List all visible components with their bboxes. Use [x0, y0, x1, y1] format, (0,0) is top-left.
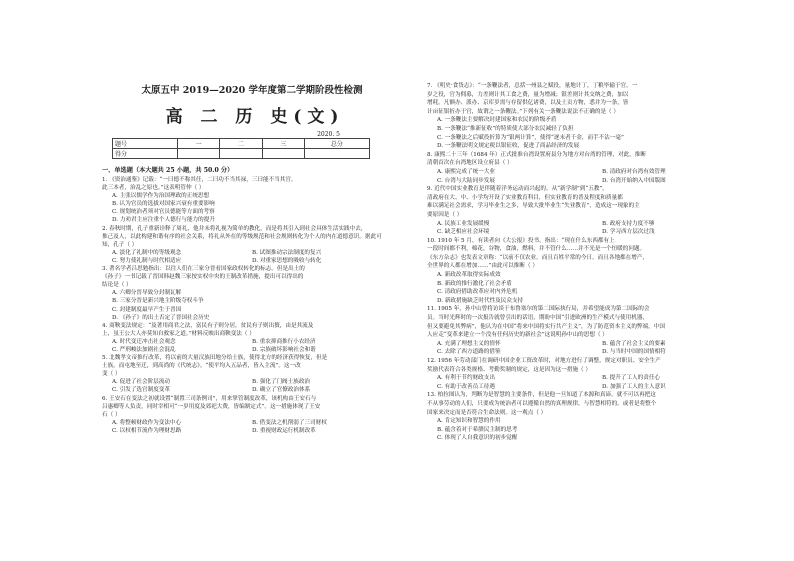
question-stem: 9. 近代中国实业教育是伴随着洋务运动而兴起的。从“新学制”到“五教”， — [427, 186, 608, 193]
answer-option[interactable]: A. 康熙完成了统一大业 — [437, 168, 495, 175]
answer-option[interactable]: C. 封建制度最早产生于晋国 — [112, 306, 182, 313]
option-row — [427, 168, 767, 177]
question-stem: 10. 1910 年 5 月，有读者向《大公报》投书，指出：“现在什么东西都有上 — [427, 237, 615, 244]
answer-option[interactable]: A. 六卿分晋导致分封制瓦解 — [112, 290, 182, 297]
question-stem: 7. 《明史·食货志》：“一条鞭法者，总括一州县之赋役，量地计丁，丁粮毕输于官，一 — [427, 83, 638, 89]
answer-option[interactable]: C. 台湾与大陆同步发展 — [437, 177, 495, 184]
answer-option[interactable]: B. 重农抑商推行小农经济 — [252, 338, 316, 345]
answer-option[interactable]: B. 提升了工人的责任心 — [602, 375, 661, 382]
question-item — [427, 391, 767, 443]
answer-option[interactable]: A. 有利于节约财政支出 — [437, 375, 495, 382]
score-input-cell[interactable] — [178, 149, 220, 159]
option-row — [102, 257, 392, 265]
question-stem: 12. 1956 年劳动部门在调研中国企业工资改革时，对地方进行了调整，规定对职员、安全生产 — [427, 358, 661, 364]
answer-option[interactable]: D. 宗族破坏影响社会和谐 — [252, 346, 316, 353]
answer-option[interactable]: B. 强化了门阀士族政治 — [252, 379, 311, 386]
question-stem: 要原因是（ ） — [427, 211, 463, 218]
answer-option[interactable]: B. 政府支持力度不够 — [602, 220, 655, 227]
question-item — [102, 265, 392, 322]
score-cell: 一 — [178, 139, 220, 149]
question-item — [427, 357, 767, 391]
question-stem: 1. 《资治通鉴》记载：“一曰德不称其任，二曰功不当其禄，三曰能不当其官。 — [102, 177, 297, 183]
answer-option[interactable]: D. 《孙子》的出土否定了晋国社会历史 — [112, 314, 210, 321]
question-stem: 全世界的人都在增加……”由此可以推断（ ） — [427, 263, 538, 270]
answer-option[interactable]: A. 将整顿财政作为变法中心 — [112, 419, 182, 426]
question-item — [427, 185, 767, 237]
score-cell: 题号 — [113, 139, 178, 149]
answer-option[interactable]: A. 淡化了礼制中的等级观念 — [112, 249, 182, 256]
score-cell: 总分 — [304, 139, 369, 149]
option-row — [102, 378, 392, 386]
answer-option[interactable]: A. 充满了理想主义的情怀 — [437, 340, 501, 347]
question-stem: 3. 著名学者吕思勉指出：以往人们在三家分晋看国家政权转化的标志。但是出土的 — [102, 266, 305, 273]
answer-option[interactable]: B. 新政的推行激化了社会矛盾 — [437, 280, 512, 287]
answer-option[interactable]: A. 促进了社会阶层流动 — [112, 379, 170, 386]
question-stem: 2. 春秋时期，孔子重新诠释了周礼，他并未将礼视为简单的教化，而是将其引入到社会具体生活实践中去， — [102, 225, 367, 232]
question-stem: 难以满足社会需求，学习毕业生之多，导致大批毕业生“失业教育”，造成这一现象的主 — [427, 203, 640, 210]
option-row — [102, 346, 392, 354]
question-stem: 但又要避免其弊病”，他认为在中国“将来中国将实行共产主义”，为了防范资本主义的弊端，中国 — [427, 323, 665, 330]
score-input-cell[interactable] — [262, 149, 304, 159]
question-stem: 不从事劳动的人们，只要成为统治者可以遵循自然的真理规律，与智慧相符的。或者是将整个 — [427, 400, 657, 407]
question-stem: 人应走“变革来建立一个没有任何历史的新社会”这说明孙中山的思想（ ） — [427, 332, 608, 339]
answer-option[interactable]: C. 规划统治者须对官员德能等方面的考察 — [112, 209, 215, 216]
option-row — [427, 383, 767, 392]
option-row — [427, 228, 767, 237]
answer-option[interactable]: A. 肯定知识和智慧的作用 — [437, 418, 501, 425]
question-stem: 4. 商鞅变法规定：“及著用商君之法，富民有子则分居，贫民有子则出赘，由是其流及 — [102, 322, 314, 329]
answer-option[interactable]: A. 新政改革取得实际成效 — [437, 272, 501, 279]
option-row — [102, 419, 392, 427]
left-question-list — [102, 176, 392, 435]
question-item — [102, 225, 392, 265]
question-stem: 员。当时光辉时的一次报告就曾引出的话语，期盼中国“引进欧洲的生产模式与使用机器， — [427, 315, 649, 322]
question-stem: 11. 1905 年，孙中山曾将访谈于布鲁塞尔的第二国际执行局，并希望能成为第二国际的会 — [427, 306, 650, 313]
question-stem: 变（ ） — [102, 371, 121, 378]
question-stem: 增耗。凡额办、派办、京库岁需与存留供亿诸费，以及土贡方物，悉并为一条，皆 — [427, 100, 629, 107]
question-stem: 推己及人，以此构建和谐有序的社会关系，将礼从外在的等级规范和社会规则转化为个人的内在道德意识。据此可知，孔子（ ） — [102, 233, 382, 248]
option-row — [102, 427, 392, 435]
answer-option[interactable]: A. 时代变迁冲击社会观念 — [112, 338, 176, 345]
option-row — [427, 220, 767, 229]
answer-option[interactable]: C. 引发了选官制度变革 — [112, 387, 170, 394]
question-stem: 此三本者，治乱之原也。”这表明管仲（ ） — [102, 185, 205, 192]
question-stem: 8. 康熙二十三年（1684 年）正式批准台湾设置府县分为地方对台湾的管理，对此，推断 — [427, 151, 646, 158]
answer-option[interactable]: D. 对重家思想的吸收与转化 — [252, 257, 322, 264]
question-stem: 士族。而屯地至迁，到高尚的《代统志》。“使平均入五品者，皆入主流”。这一改 — [102, 363, 301, 370]
question-stem: 13. 柏拉图认为，判断为是智慧的主要条件，但是他一旦知道了本源和真谛，就不可以再把这 — [427, 392, 656, 399]
answer-option[interactable]: C. 有助于改善员工待遇 — [437, 383, 495, 390]
question-item — [427, 82, 767, 151]
right-column — [427, 82, 767, 443]
score-cell: 得分 — [113, 149, 178, 159]
option-row — [102, 338, 392, 346]
question-item — [427, 305, 767, 357]
answer-option[interactable]: B. 认为官员的选拔对国家兴衰有重要影响 — [112, 201, 215, 208]
question-stem: 石（ ） — [102, 411, 121, 418]
answer-option[interactable]: D. 新政措施缺乏时代性及民众支持 — [437, 297, 524, 304]
score-cell: 二 — [220, 139, 262, 149]
question-item — [427, 237, 767, 306]
answer-option[interactable]: C. 以权相节流作为理财思路 — [112, 427, 182, 434]
score-table — [112, 138, 370, 159]
question-stem: 《孙子》一书记载了晋国韩赵魏三家按实权中央的王制改革措施，提出可以得出的 — [102, 274, 304, 281]
answer-option[interactable]: D. 台湾开始纳入中国版图 — [602, 177, 666, 184]
answer-option[interactable]: D. 确立了官僚政治体系 — [252, 387, 311, 394]
option-row — [427, 374, 767, 383]
school-title: 太原五中 2019—2020 学年度第二学期阶段性检测 — [141, 85, 363, 96]
answer-option[interactable]: C. 严刑峻法加剧社会混乱 — [112, 346, 176, 353]
answer-option[interactable]: B. 三家分晋是新兴地主阶级夺权斗争 — [112, 298, 204, 305]
score-value-row — [113, 149, 370, 159]
question-stem: 计亩征银折办于官，故谓之一条鞭法。”下列有关一条鞭法说法不正确的是（ ） — [427, 108, 620, 115]
question-stem: 5. 北魏孝文帝推行改革，将以前的大量汉族田地分给士族，使得北方的经济获得恢复，但是 — [102, 355, 328, 362]
question-item — [102, 354, 392, 394]
answer-option[interactable]: D. 一条鞭法明文规定税以银征收，促进了商品经济的发展 — [437, 143, 580, 150]
question-stem: 清政府在大、中、小学均开设了实业教育科目，但实业教育的普及程度和质量都 — [427, 194, 623, 201]
answer-option[interactable]: A. 主张以儒学作为治国理政的正统思想 — [112, 193, 210, 200]
question-item — [427, 151, 767, 185]
right-question-list — [427, 82, 767, 443]
answer-option[interactable]: C. 体现了人自我意识的初步觉醒 — [437, 435, 518, 442]
left-column — [102, 82, 392, 435]
question-item — [102, 176, 392, 225]
question-stem: 一段时间都不利，棉花，谷物，食油，燃料，并不管什么……并不光是一个恒暖的问题。 — [427, 246, 646, 253]
answer-option[interactable]: C. 一条鞭法之后赋役折算为“银两计算”，使得“逐末者千金，而手不沾一毫” — [437, 134, 624, 141]
answer-option[interactable]: B. 蕴含了社会主义的要素 — [602, 340, 666, 347]
option-row — [427, 340, 767, 349]
answer-option[interactable]: C. 去除了西方道路的借鉴 — [437, 349, 501, 356]
question-item — [102, 322, 392, 354]
exam-date: 2020. 5 — [317, 131, 340, 138]
subject-title: 高 二 历 史(文) — [165, 107, 345, 127]
answer-option[interactable]: B. 清政府对台湾有效管理 — [602, 168, 666, 175]
section-heading: 一、单选题（本大题共 25 小题，共 50.0 分） — [102, 167, 234, 174]
option-row — [427, 177, 767, 186]
question-stem: 6. 王安石在变法之初就设置“制置三司条例司”，用来掌管制度改革，该机构由王安石与 — [102, 395, 317, 402]
question-stem: 奖励代表符合各类规格、考勤奖制的规定，这是因为这一措施（ ） — [427, 366, 591, 373]
answer-option[interactable]: B. 一条鞭法“推新征收”的特质使大部分农民减轻了负担 — [437, 125, 574, 132]
answer-option[interactable]: A. 一条鞭法主要解决封建国家和农民的阶级矛盾 — [437, 117, 557, 124]
question-stem: 国家来决定而是否符合生命法则。这一观点（ ） — [427, 409, 547, 416]
question-stem: 上，虽王公大人亦莫知自救家之道。”材料反映出商鞅变法（ ） — [102, 330, 255, 337]
question-stem: 岁之役，官为佣募，力差则计其工食之费，量为增减；银差则计其交纳之费，加以 — [427, 91, 629, 98]
score-header-row — [113, 139, 370, 149]
answer-option[interactable]: D. 重视财政运行机制改革 — [252, 427, 316, 434]
answer-option[interactable]: D. 学习西方层次过浅 — [602, 229, 655, 236]
answer-option[interactable]: A. 民族工业发展缓慢 — [437, 220, 490, 227]
option-row — [102, 249, 392, 257]
question-item — [102, 395, 392, 435]
score-input-cell[interactable] — [304, 149, 369, 159]
answer-option[interactable]: C. 努力使礼制与时代相适应 — [112, 257, 182, 264]
answer-option[interactable]: C. 缺乏相应社会环境 — [437, 229, 490, 236]
option-row — [102, 386, 392, 394]
answer-option[interactable]: D. 加强了工人的主人意识 — [602, 383, 666, 390]
answer-option[interactable]: C. 清政府借助改革应对内外危机 — [437, 289, 518, 296]
answer-option[interactable]: B. 试图推动宗法制度的复兴 — [252, 249, 322, 256]
question-stem: 结论是（ ） — [102, 282, 132, 289]
question-stem: 吕惠卿等人负责，同时宰相可“一岁用度及郊祀大费，皆编制定式”。这一措施体现了王安 — [102, 403, 321, 410]
score-cell: 三 — [262, 139, 304, 149]
question-stem: 《东方杂志》也发表文章称：“以前不仅农业，而且百姓平常的今日，而且各地都在增产， — [427, 254, 649, 261]
score-input-cell[interactable] — [220, 149, 262, 159]
answer-option[interactable]: D. 与当时中国的国情相符 — [602, 349, 666, 356]
answer-option[interactable]: B. 借变法之机削弱了三司财权 — [252, 419, 327, 426]
answer-option[interactable]: B. 蕴含着对于希腊民主制的思考 — [437, 426, 518, 433]
option-row — [427, 348, 767, 357]
question-stem: 清朝首次在台湾地区设立府县（ ） — [427, 160, 513, 167]
answer-option[interactable]: D. 力劝君主应注重个人德行与能力的提升 — [112, 217, 215, 224]
